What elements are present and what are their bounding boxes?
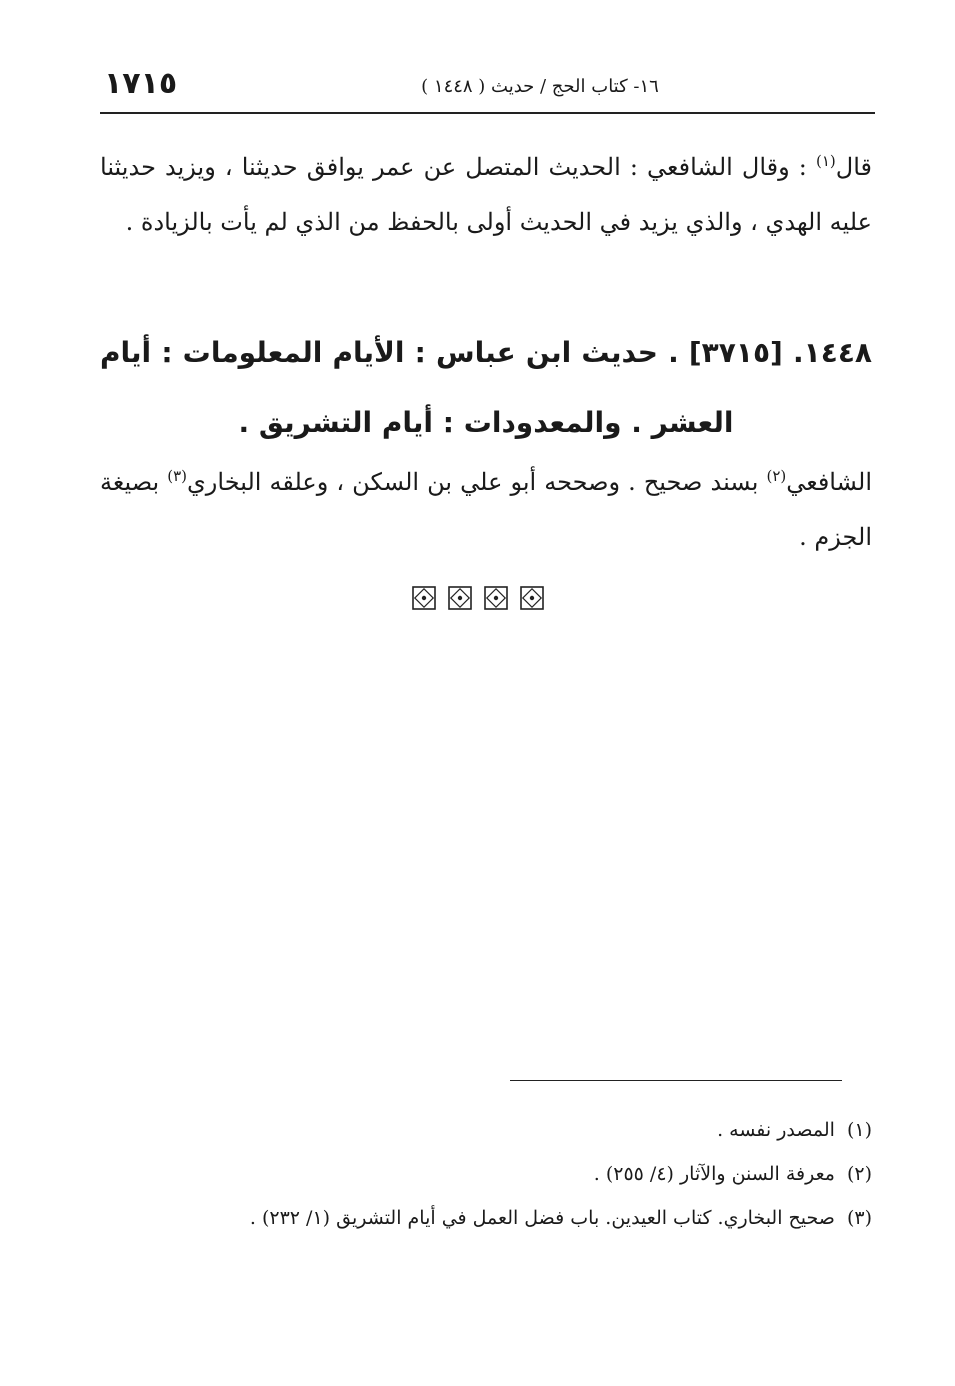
footnote-number: (١) xyxy=(846,1119,872,1141)
footnote-separator xyxy=(510,1080,842,1081)
footnote-number: (٣) xyxy=(846,1207,872,1229)
footnotes xyxy=(120,1108,872,1240)
footnote-item xyxy=(120,1108,872,1152)
takhrij-text-1: الشافعي xyxy=(786,468,872,496)
footnote-text: المصدر نفسه . xyxy=(717,1119,835,1141)
ornament-icon xyxy=(519,585,545,611)
footnote-item xyxy=(120,1152,872,1196)
ornament-icon xyxy=(483,585,509,611)
ornament-icon xyxy=(411,585,437,611)
ornament-icon xyxy=(447,585,473,611)
footnote-number: (٢) xyxy=(846,1163,872,1185)
paragraph-shafii-quote xyxy=(100,140,872,250)
footnote-text: صحيح البخاري. كتاب العيدين. باب فضل العمل في أيام التشريق (١/ ٢٣٢) . xyxy=(249,1207,835,1229)
paragraph-text-start: قال xyxy=(835,153,873,181)
header-rule xyxy=(100,112,875,114)
paragraph-takhrij xyxy=(100,455,872,565)
hadith-heading: ١٤٤٨. [٣٧١٥] . حديث ابن عباس : الأيام المعلومات : أيام العشر . والمعدودات : أيام التشريق . xyxy=(100,336,872,439)
footnote-ref-3: (٣) xyxy=(167,467,188,485)
footnote-ref-2: (٢) xyxy=(766,467,787,485)
page-header xyxy=(100,62,875,108)
page-number: ١٧١٥ xyxy=(104,66,178,101)
footnote-ref-1: (١) xyxy=(816,152,836,170)
paragraph-text-rest: : وقال الشافعي : الحديث المتصل عن عمر يوافق حديثنا ، ويزيد حديثنا عليه الهدي ، والذي يزيد في الحديث أولى بالحفظ من الذي لم يأت بالزيادة . xyxy=(100,153,872,236)
footnote-text: معرفة السنن والآثار (٤/ ٢٥٥) . xyxy=(593,1163,835,1185)
takhrij-text-3: بصيغة الجزم . xyxy=(100,468,872,551)
takhrij-text-2: بسند صحيح . وصححه أبو علي بن السكن ، وعلقه البخاري xyxy=(187,468,767,496)
running-head: ١٦- كتاب الحج / حديث ( ١٤٤٨ ) xyxy=(421,76,659,97)
section-divider-ornaments xyxy=(0,585,955,611)
footnote-item xyxy=(120,1196,872,1240)
